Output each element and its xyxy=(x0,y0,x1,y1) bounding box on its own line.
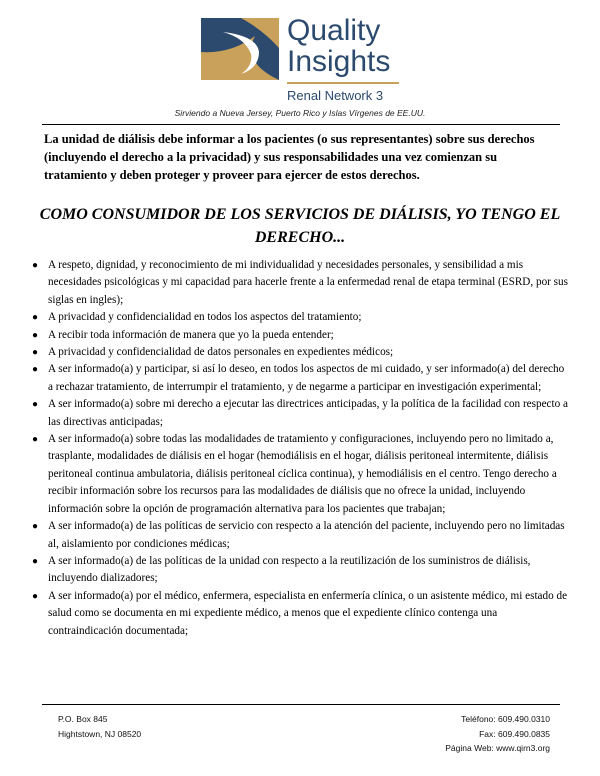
address-line: Hightstown, NJ 08520 xyxy=(58,728,142,739)
list-item-text: A respeto, dignidad, y reconocimiento de mi individualidad y necesidades personales, y sensibilidad a mis necesidades psicológicas y mi capacidad para hacerle frente a la enfermedad renal de etapa terminal (ESRD, por sus siglas en ingles); xyxy=(48,259,568,306)
list-item-text: A privacidad y confidencialidad en todos los aspectos del tratamiento; xyxy=(48,311,362,324)
bullet-icon: ● xyxy=(32,364,39,376)
footer-divider xyxy=(42,704,560,705)
list-item-text: A ser informado(a) de las políticas de la unidad con respecto a la reutilización de los suministros de diálisis, incluyendo dializadores; xyxy=(48,554,531,585)
rights-heading: COMO CONSUMIDOR DE LOS SERVICIOS DE DIÁLISIS, YO TENGO EL DERECHO... xyxy=(39,206,561,246)
list-item xyxy=(30,396,570,431)
list-item-text: A ser informado(a) por el médico, enfermera, especialista en enfermería clínica, o un asistente médico, mi estado de salud como se documenta en mi expediente médico, a menos que el expediente clínico contenga una contraindicación documentada; xyxy=(48,589,568,637)
list-item-text: A recibir toda información de manera que yo la pueda entender; xyxy=(48,328,334,341)
list-item xyxy=(30,518,570,553)
intro-paragraph: La unidad de diálisis debe informar a los pacientes (o sus representantes) sobre sus derechos (incluyendo el derecho a la privacidad) y sus responsabilidades una vez comienzan su tratamiento y deben proteger y proveer para ejercer de estos derechos. xyxy=(44,132,535,182)
list-item xyxy=(30,588,570,640)
tagline: Sirviendo a Nueva Jersey, Puerto Rico y Islas Vírgenes de EE.UU. xyxy=(174,108,426,118)
header-divider xyxy=(42,124,560,125)
logo-mark-icon xyxy=(201,18,279,80)
bullet-icon: ● xyxy=(32,590,39,602)
bullet-icon: ● xyxy=(32,329,39,341)
list-item-text: A privacidad y confidencialidad de datos personales en expedientes médicos; xyxy=(48,346,394,359)
logo-network-name: Renal Network 3 xyxy=(287,88,384,103)
bullet-icon: ● xyxy=(32,260,39,271)
logo-word-quality: Quality xyxy=(287,14,381,47)
footer-contact xyxy=(445,712,550,756)
list-item xyxy=(30,257,570,309)
bullet-icon: ● xyxy=(32,521,39,533)
logo-word-insights: Insights xyxy=(287,45,391,78)
logo-divider xyxy=(287,82,399,84)
list-item xyxy=(30,344,570,361)
list-item-text: A ser informado(a) sobre mi derecho a ejecutar las directrices anticipadas, y la política de la facilidad con respecto a las directivas anticipadas; xyxy=(48,398,568,428)
list-item xyxy=(30,361,570,396)
web-link[interactable]: Página Web: www.qirn3.org xyxy=(445,743,550,753)
list-item xyxy=(30,309,570,326)
list-item-text: A ser informado(a) y participar, si así lo deseo, en todos los aspectos de mi cuidado, y ser informado(a) del derecho a rechazar tratamiento, de interrumpir el tratamiento, y de negarme a participar en investigación experimental; xyxy=(48,363,565,393)
list-item-text: A ser informado(a) de las políticas de servicio con respecto a la atención del paciente, incluyendo pero no limitadas al, aislamiento por condiciones médicas; xyxy=(48,520,565,550)
list-item-text: A ser informado(a) sobre todas las modalidades de tratamiento y configuraciones, incluyendo pero no limitado a, trasplante, modalidades de diálisis en el hogar (hemodiálisis en el hogar, diálisis peritoneal intermitente, diálisis peritoneal continua ambulatoria, diálisis peritoneal cíclica continua), y hemodiálisis en el centro. Tengo derecho a recibir información sobre los recursos para las modalidades de diálisis que no ofrece la unidad, incluyendo información sobre la opción de programación alternativa para los pacientes que trabajan; xyxy=(48,433,557,515)
list-item xyxy=(30,553,570,588)
bullet-icon: ● xyxy=(32,312,39,324)
bullet-icon: ● xyxy=(32,399,39,411)
fax-number: Fax: 609.490.0835 xyxy=(479,728,550,739)
footer-address xyxy=(58,712,141,741)
list-item xyxy=(30,431,570,518)
address-line: P.O. Box 845 xyxy=(58,714,108,724)
rights-list xyxy=(30,257,570,640)
bullet-icon: ● xyxy=(32,555,39,567)
bullet-icon: ● xyxy=(32,347,39,359)
quality-insights-logo xyxy=(201,14,401,103)
bullet-icon: ● xyxy=(32,434,39,446)
phone-number: Teléfono: 609.490.0310 xyxy=(461,714,550,724)
list-item xyxy=(30,327,570,344)
